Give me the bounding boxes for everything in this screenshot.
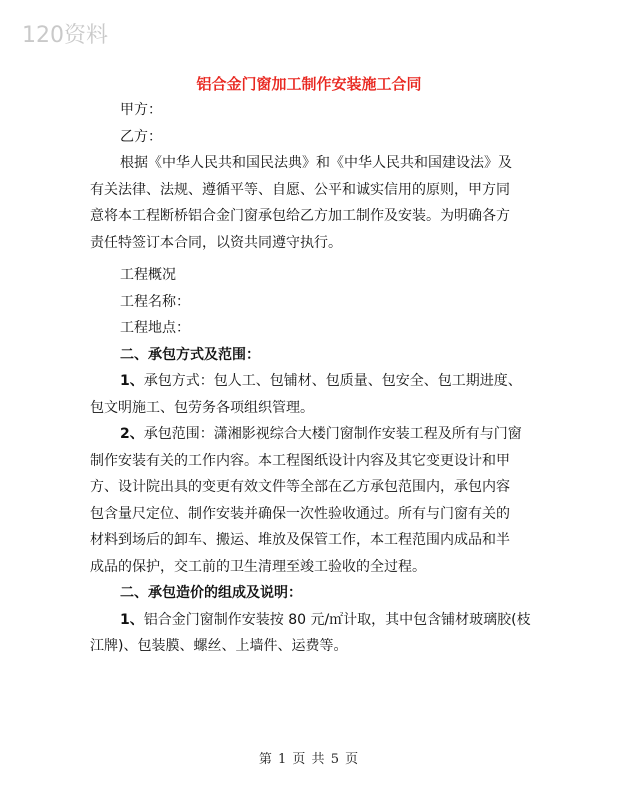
section3-heading: 二、承包造价的组成及说明： (120, 585, 302, 601)
intro-line: 有关法律、法规、遵循平等、自愿、公平和诚实信用的原则，甲方同 (90, 181, 510, 198)
item1-line: 承包方式：包人工、包铺材、包质量、包安全、包工期进度、 (143, 373, 522, 389)
item2-line: 成品的保护，交工前的卫生清理至竣工验收的全过程。 (90, 558, 426, 575)
party-b-label: 乙方： (120, 128, 162, 145)
item2-paragraph (90, 421, 560, 580)
party-a-label: 甲方： (120, 102, 162, 118)
item2-line: 包含量尺定位、制作安装并确保一次性验收通过。所有与门窗有关的 (90, 505, 510, 522)
page-number-footer: 第 1 页 共 5 页 (258, 752, 360, 767)
item1-number: 1、 (120, 373, 144, 389)
item2-line: 方、设计院出具的变更有效文件等全部在乙方承包范围内，承包内容 (90, 479, 510, 495)
price-item1-number: 1、 (120, 611, 144, 628)
intro-line: 根据《中华人民共和国民法典》和《中华人民共和国建设法》及 (120, 155, 512, 171)
item2-line: 材料到场后的卸车、搬运、堆放及保管工作，本工程范围内成品和半 (90, 532, 510, 548)
watermark-logo: 120资料 (22, 23, 108, 48)
item2-number: 2、 (120, 426, 144, 442)
price-item1-line: 铝合金门窗制作安装按 80 元/㎡计取，其中包含铺材玻璃胶(枝 (143, 611, 531, 628)
intro-line: 责任特签订本合同，以资共同遵守执行。 (90, 234, 342, 251)
price-item1-paragraph (90, 607, 560, 660)
document-body (90, 97, 560, 660)
project-location-label: 工程地点： (120, 320, 190, 336)
item1-paragraph (90, 368, 560, 421)
item1-line: 包文明施工、包劳务各项组织管理。 (90, 399, 314, 416)
price-item1-line: 江牌)、包装膜、螺丝、上墙件、运费等。 (90, 638, 348, 654)
intro-paragraph (90, 150, 560, 256)
item2-line: 承包范围：潇湘影视综合大楼门窗制作安装工程及所有与门窗 (143, 426, 522, 442)
project-name-label: 工程名称： (120, 293, 190, 310)
document-title: 铝合金门窗加工制作安装施工合同 (196, 75, 422, 93)
overview-heading: 工程概况 (120, 267, 176, 283)
item2-line: 制作安装有关的工作内容。本工程图纸设计内容及其它变更设计和甲 (90, 452, 510, 469)
intro-line: 意将本工程断桥铝合金门窗承包给乙方加工制作及安装。为明确各方 (90, 208, 510, 224)
section2-heading: 二、承包方式及范围： (120, 346, 260, 363)
